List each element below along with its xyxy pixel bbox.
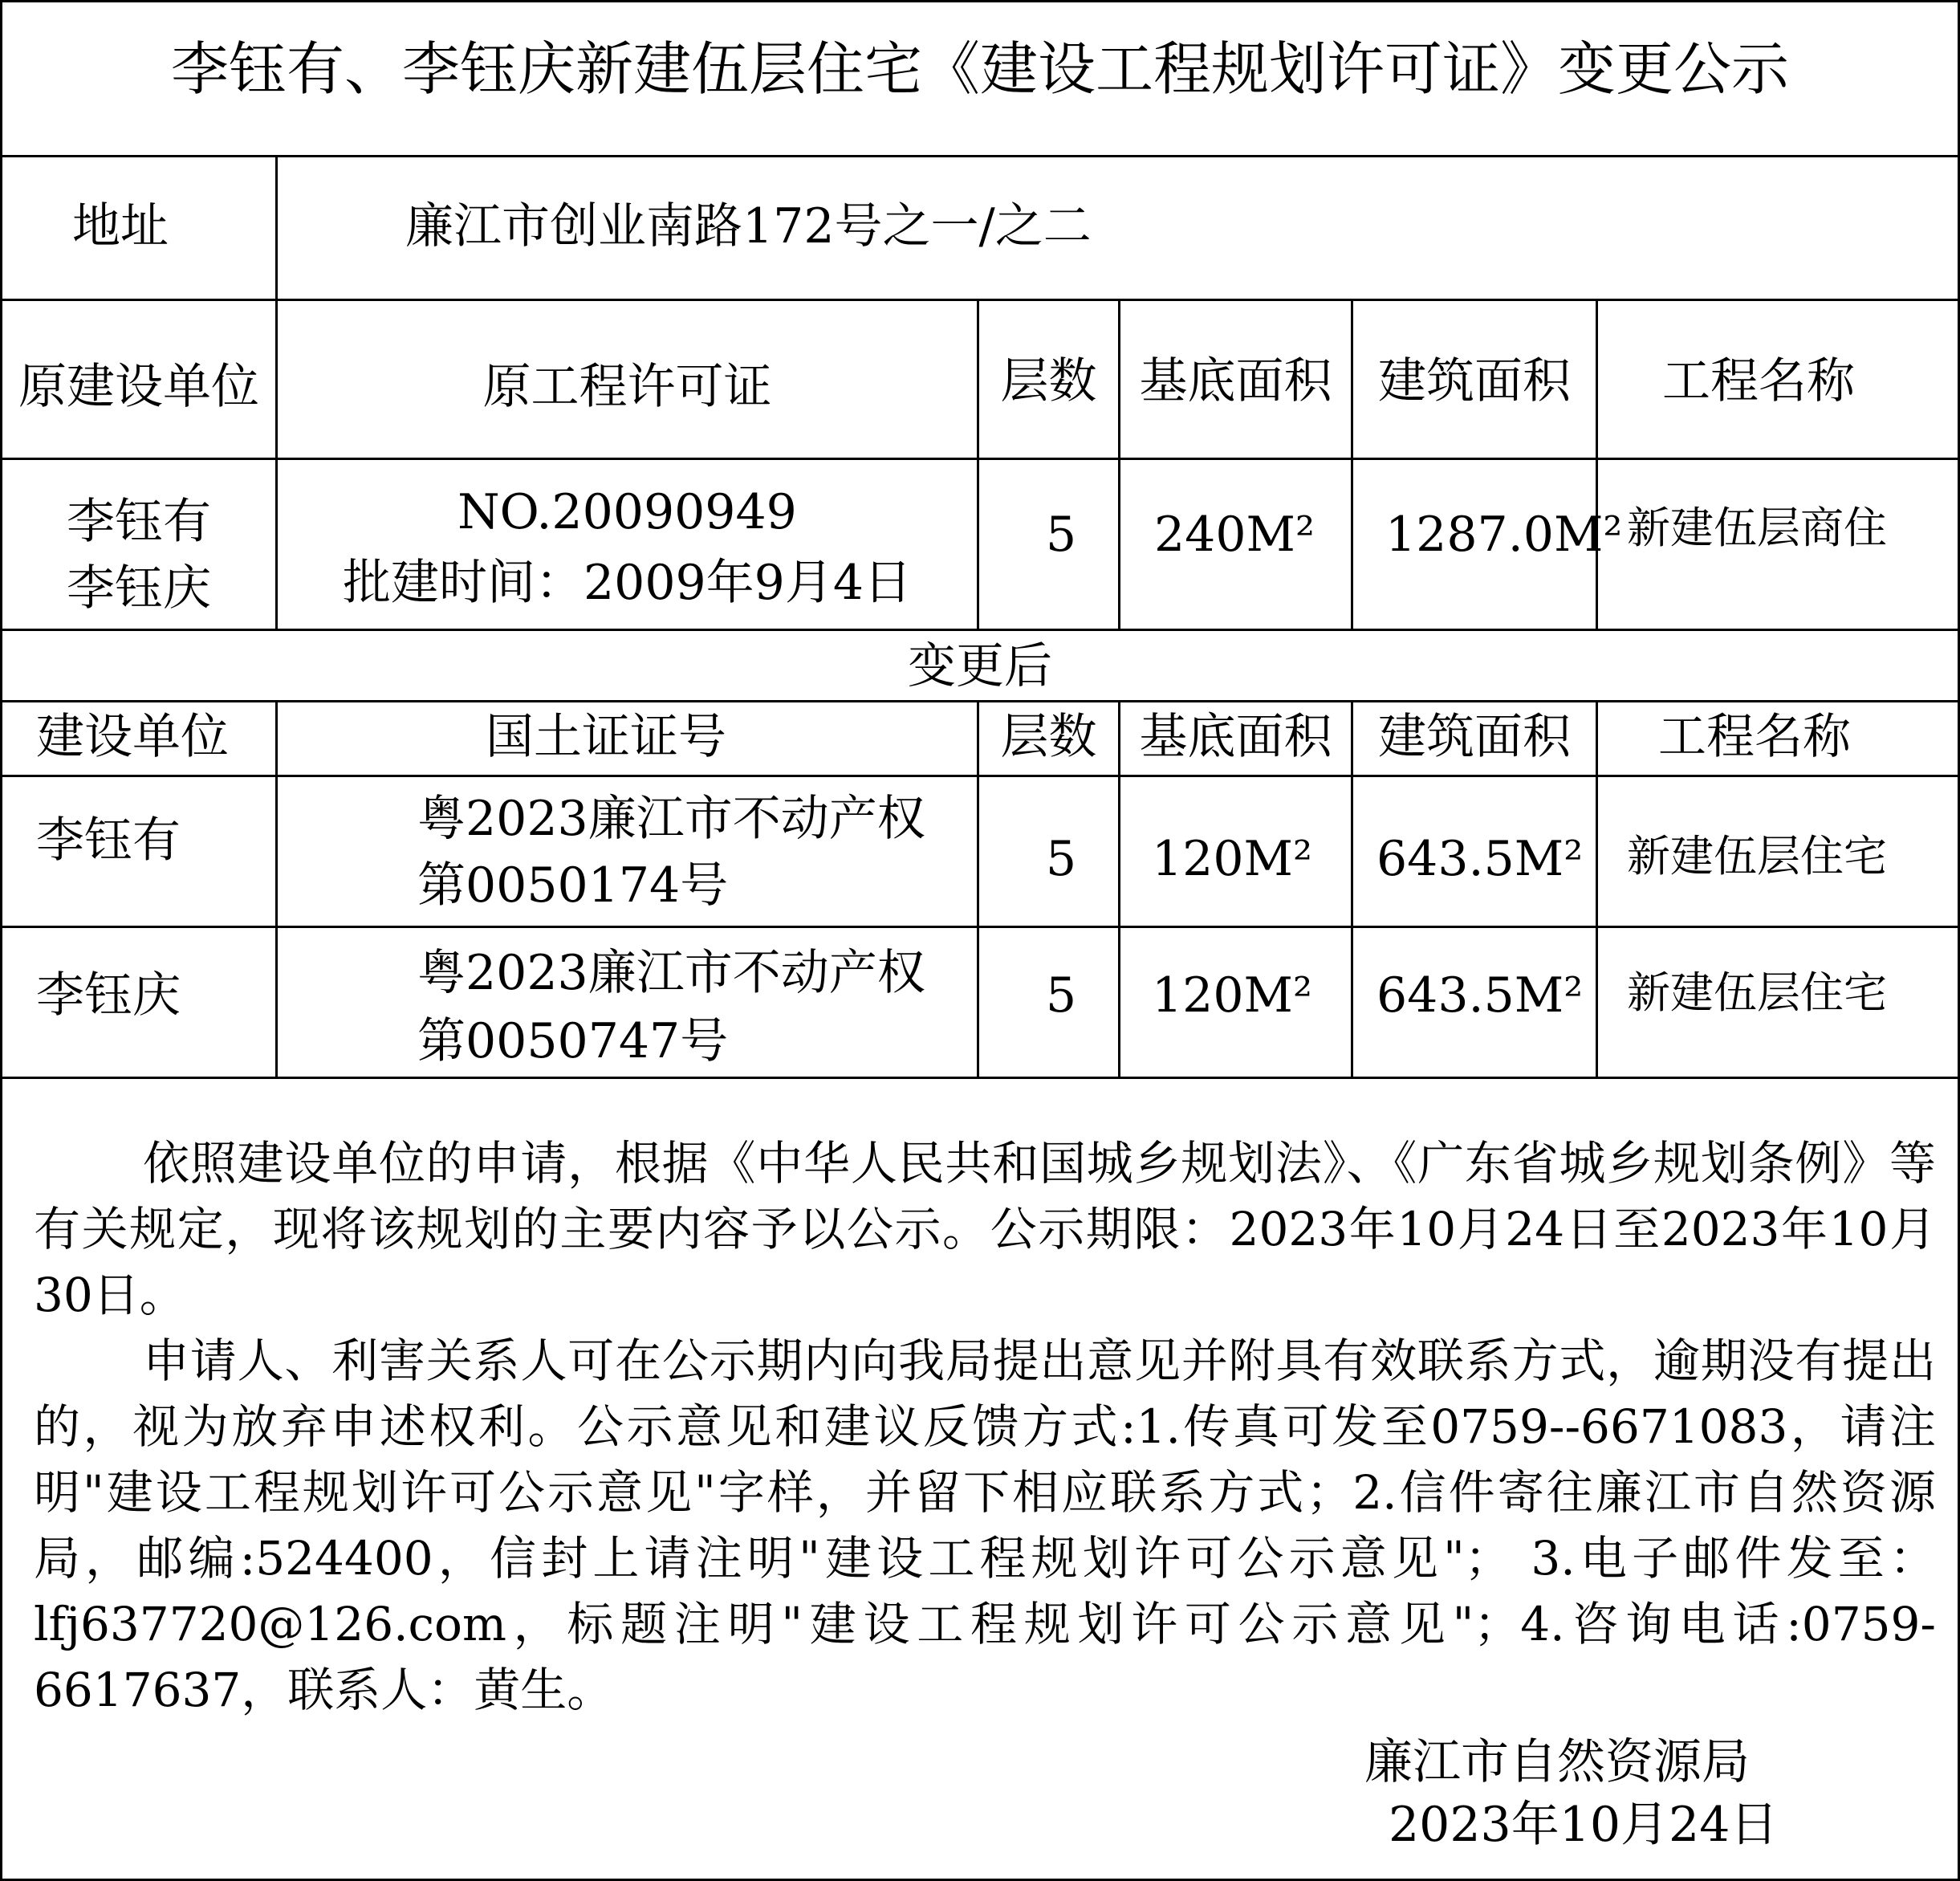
- header-building-area: 建筑面积: [1378, 709, 1571, 765]
- original-permit-date: 批建时间：2009年9月4日: [342, 555, 913, 611]
- header-land-cert: 国土证证号: [486, 709, 726, 765]
- header-project-name: 工程名称: [1662, 353, 1855, 409]
- original-building-area: 1287.0M²: [1385, 507, 1623, 563]
- after-unit-2: 李钰庆: [36, 967, 181, 1024]
- row-divider: [0, 700, 1960, 702]
- col-divider: [1596, 299, 1598, 629]
- row-divider: [0, 926, 1960, 928]
- row-divider: [0, 629, 1960, 631]
- notice-paragraph-1: 依照建设单位的申请，根据《中华人民共和国城乡规划法》、《广东省城乡规划条例》等有关规定，现将该规划的主要内容予以公示。公示期限：2023年10月24日至2023年10月30日。: [34, 1136, 1936, 1322]
- after-cert-line1-1: 粤2023廉江市不动产权: [417, 791, 925, 847]
- original-unit-2: 李钰庆: [67, 560, 211, 617]
- original-floors: 5: [1046, 507, 1077, 563]
- page-title: 李钰有、李钰庆新建伍层住宅《建设工程规划许可证》变更公示: [170, 35, 1789, 103]
- address-value: 廉江市创业南路172号之一/之二: [405, 198, 1092, 254]
- header-floors: 层数: [1000, 709, 1097, 765]
- row-divider: [0, 1077, 1960, 1079]
- signature-date: 2023年10月24日: [1389, 1797, 1779, 1853]
- header-original-permit: 原工程许可证: [482, 359, 772, 415]
- signature-org: 廉江市自然资源局: [1364, 1734, 1750, 1790]
- header-base-area: 基底面积: [1139, 709, 1332, 765]
- row-divider: [0, 458, 1960, 460]
- after-floors-1: 5: [1046, 831, 1077, 887]
- original-project-name: 新建伍层商住: [1627, 503, 1887, 553]
- after-project-name-1: 新建伍层住宅: [1627, 831, 1887, 881]
- col-divider: [275, 700, 278, 1077]
- after-building-area-1: 643.5M²: [1376, 831, 1584, 887]
- after-section-label: 变更后: [908, 638, 1052, 694]
- after-base-area-2: 120M²: [1152, 967, 1313, 1024]
- row-divider: [0, 775, 1960, 777]
- row-divider: [0, 155, 1960, 157]
- header-unit: 建设单位: [36, 709, 229, 765]
- header-base-area: 基底面积: [1139, 353, 1332, 409]
- col-divider: [1118, 299, 1120, 629]
- original-unit-1: 李钰有: [67, 494, 211, 550]
- col-divider: [977, 299, 979, 629]
- after-floors-2: 5: [1046, 967, 1077, 1024]
- col-divider: [1351, 299, 1353, 629]
- address-label: 地址: [72, 198, 169, 254]
- after-cert-line1-2: 粤2023廉江市不动产权: [417, 945, 925, 1001]
- header-original-unit: 原建设单位: [18, 359, 259, 415]
- notice-paragraph-2: 申请人、利害关系人可在公示期内向我局提出意见并附具有效联系方式，逾期没有提出的，视为放弃申述权利。公示意见和建议反馈方式:1.传真可发至0759--6671083，请注明"建设工程规划许可公示意见"字样，并留下相应联系方式；2.信件寄往廉江市自然资源局，邮编:524400，信封上请注明"建设工程规划许可公示意见"； 3.电子邮件发至：lfj637720@126.com，标题注明"建设工程规划许可公示意见"；4.咨询电话:0759-6617637，联系人：黄生。: [34, 1333, 1936, 1717]
- after-project-name-2: 新建伍层住宅: [1627, 967, 1887, 1018]
- after-cert-line2-1: 第0050174号: [417, 857, 729, 914]
- header-floors: 层数: [1000, 353, 1097, 409]
- original-base-area: 240M²: [1154, 507, 1315, 563]
- row-divider: [0, 299, 1960, 301]
- header-project-name: 工程名称: [1658, 709, 1851, 765]
- after-cert-line2-2: 第0050747号: [417, 1013, 729, 1069]
- after-unit-1: 李钰有: [36, 812, 181, 869]
- after-building-area-2: 643.5M²: [1376, 967, 1584, 1024]
- original-permit-number: NO.20090949: [457, 484, 797, 540]
- header-building-area: 建筑面积: [1378, 353, 1571, 409]
- after-base-area-1: 120M²: [1152, 831, 1313, 887]
